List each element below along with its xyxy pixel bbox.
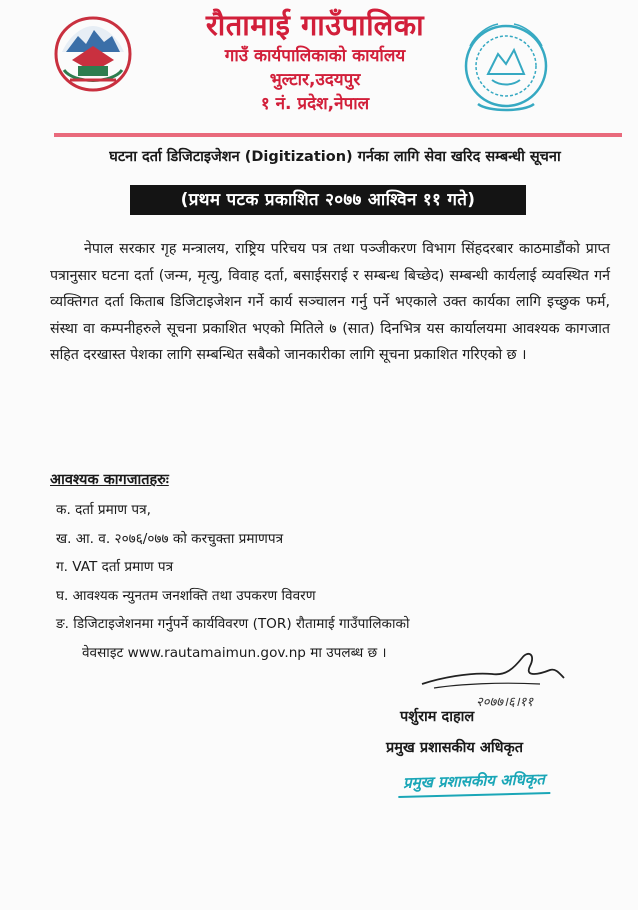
org-name: रौतामाई गाउँपालिका (205, 8, 425, 42)
header-divider (54, 133, 622, 137)
letterhead (150, 6, 480, 116)
signer-name: पर्शुराम दाहाल (400, 709, 475, 725)
list-item: ग. VAT दर्ता प्रमाण पत्र (56, 559, 174, 575)
notice-body: नेपाल सरकार गृह मन्त्रालय, राष्ट्रिय परिचय पत्र तथा पञ्जीकरण विभाग सिंहदरबार काठमाडौंको प्राप्त पत्रानुसार घटना दर्ता (जन्म, मृत्यु, विवाह दर्ता, बसाईसराई र सम्बन्ध बिच्छेद) सम्बन्धी कार्यलाई व्यवस्थित गर्न व्यक्तिगत दर्ता किताब डिजिटाइजेशन गर्ने कार्य सञ्चालन गर्नु पर्ने भएकाले उक्त कार्यका लागि इच्छुक फर्म, संस्था वा कम्पनीहरुले सूचना प्रकाशित भएको मितिले ७ (सात) दिनभित्र यस कार्यालयमा आवश्यक कागजात सहित दरखास्त पेशका लागि सम्बन्धित सबैको जानकारीका लागि सूचना प्रकाशित गरिएको छ । (50, 241, 610, 364)
list-item-continuation: वेवसाइट www.rautamaimun.gov.np मा उपलब्ध छ । (82, 644, 387, 661)
municipality-seal-icon (458, 16, 554, 118)
list-item: ङ. डिजिटाइजेशनमा गर्नुपर्ने कार्यविवरण (TOR) रौतामाई गाउँपालिकाको (56, 616, 410, 632)
list-item: ख. आ. व. २०७६/०७७ को करचुक्ता प्रमाणपत्र (56, 530, 284, 547)
province-line: १ नं. प्रदेश,नेपाल (260, 94, 370, 114)
notice-subject: घटना दर्ता डिजिटाइजेशन (Digitization) गर्नका लागि सेवा खरिद सम्बन्धी सूचना (109, 149, 561, 165)
publication-banner: (प्रथम पटक प्रकाशित २०७७ आश्विन ११ गते) (130, 185, 526, 215)
requirements-list (52, 496, 612, 667)
handwritten-signature-icon (410, 644, 570, 714)
signer-title: प्रमुख प्रशासकीय अधिकृत (386, 740, 523, 756)
nepal-emblem-icon (50, 14, 136, 94)
official-stamp: प्रमुख प्रशासकीय अधिकृत (398, 766, 551, 798)
signature-date: २०७७।६।११ (476, 695, 534, 710)
list-item: घ. आवश्यक न्युनतम जनशक्ति तथा उपकरण विवरण (56, 587, 316, 604)
office-address: भुल्टार,उदयपुर (269, 70, 361, 90)
office-name: गाउँ कार्यपालिकाको कार्यालय (224, 46, 406, 66)
list-item: क. दर्ता प्रमाण पत्र, (56, 502, 151, 518)
requirements-heading: आवश्यक कागजातहरुः (50, 472, 169, 488)
